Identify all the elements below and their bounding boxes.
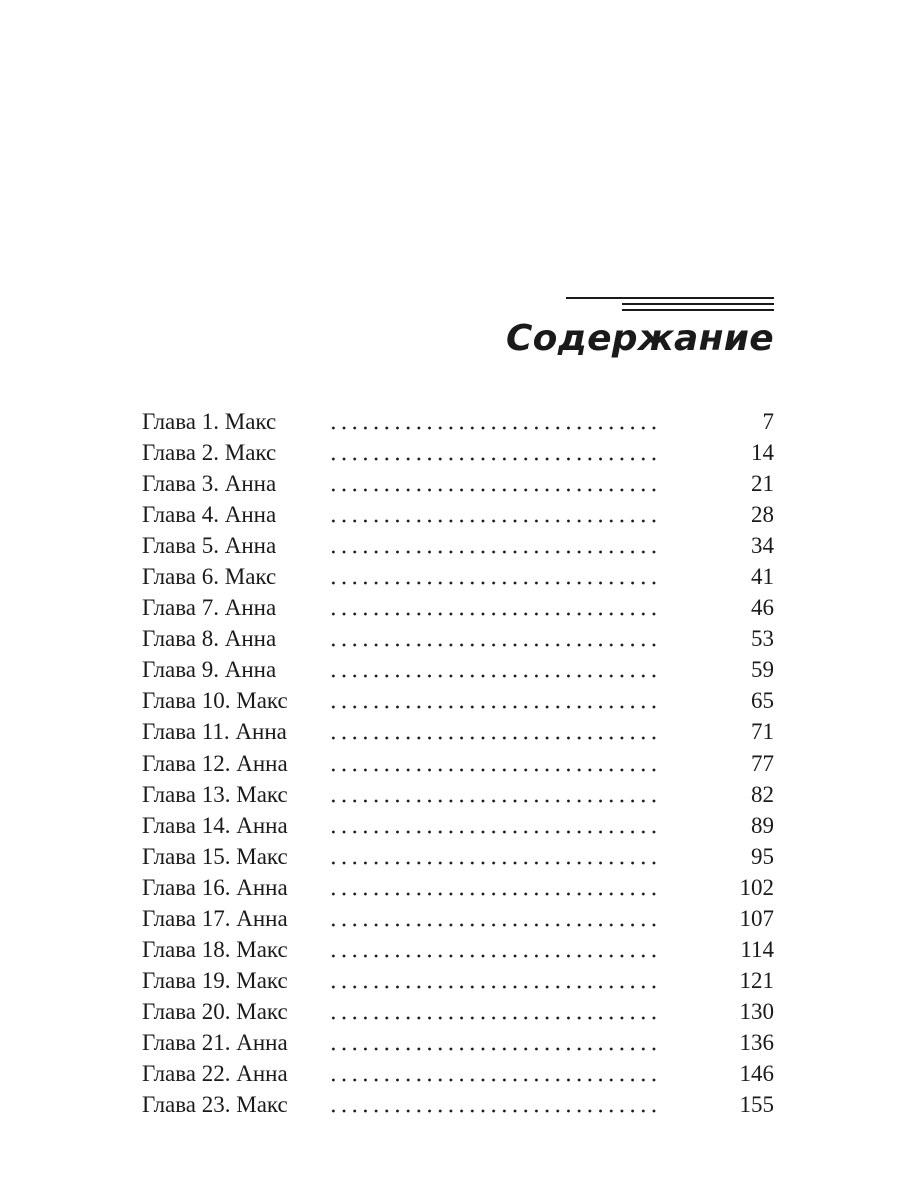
toc-entry[interactable] xyxy=(142,406,774,437)
toc-dot-leader xyxy=(328,965,660,996)
toc-entry[interactable] xyxy=(142,561,774,592)
toc-entry-label: Глава 18. Макс xyxy=(142,936,288,962)
toc-entry[interactable] xyxy=(142,903,774,934)
toc-entry-label: Глава 17. Анна xyxy=(142,905,288,931)
toc-entry[interactable] xyxy=(142,530,774,561)
toc-entry-label: Глава 23. Макс xyxy=(142,1092,288,1118)
toc-entry[interactable] xyxy=(142,716,774,747)
decorative-header-rules xyxy=(566,297,774,317)
toc-entry-label: Глава 20. Макс xyxy=(142,998,288,1024)
toc-entry[interactable] xyxy=(142,965,774,996)
toc-entry-page-number: 136 xyxy=(739,1029,774,1055)
toc-entry-page-number: 46 xyxy=(751,595,774,621)
table-of-contents xyxy=(142,406,774,1120)
toc-entry-page-number: 95 xyxy=(751,843,774,869)
toc-dot-leader xyxy=(328,437,660,468)
page-title: Содержание xyxy=(505,318,774,359)
header-rule-line xyxy=(622,303,774,305)
toc-entry[interactable] xyxy=(142,654,774,685)
toc-dot-leader xyxy=(328,530,660,561)
toc-entry-label: Глава 7. Анна xyxy=(142,595,277,621)
toc-dot-leader xyxy=(328,872,660,903)
toc-entry[interactable] xyxy=(142,623,774,654)
toc-entry-page-number: 21 xyxy=(751,471,774,497)
toc-entry-page-number: 34 xyxy=(751,533,774,559)
toc-dot-leader xyxy=(328,716,660,747)
toc-dot-leader xyxy=(328,623,660,654)
toc-entry[interactable] xyxy=(142,685,774,716)
toc-entry-page-number: 71 xyxy=(751,719,774,745)
toc-dot-leader xyxy=(328,903,660,934)
toc-entry-page-number: 14 xyxy=(751,440,774,466)
toc-dot-leader xyxy=(328,499,660,530)
toc-entry-label: Глава 15. Макс xyxy=(142,843,288,869)
toc-entry-page-number: 102 xyxy=(739,874,774,900)
toc-dot-leader xyxy=(328,1089,660,1120)
toc-entry-page-number: 41 xyxy=(751,564,774,590)
toc-entry[interactable] xyxy=(142,779,774,810)
toc-entry-label: Глава 1. Макс xyxy=(142,409,277,435)
toc-dot-leader xyxy=(328,406,660,437)
toc-entry[interactable] xyxy=(142,592,774,623)
toc-entry-label: Глава 19. Макс xyxy=(142,967,288,993)
toc-dot-leader xyxy=(328,996,660,1027)
toc-entry-label: Глава 14. Анна xyxy=(142,812,288,838)
toc-entry-label: Глава 3. Анна xyxy=(142,471,277,497)
toc-entry-page-number: 107 xyxy=(739,905,774,931)
toc-entry-page-number: 155 xyxy=(739,1092,774,1118)
toc-entry[interactable] xyxy=(142,872,774,903)
toc-entry-page-number: 77 xyxy=(751,750,774,776)
toc-entry-label: Глава 12. Анна xyxy=(142,750,288,776)
toc-entry[interactable] xyxy=(142,1089,774,1120)
toc-entry-label: Глава 9. Анна xyxy=(142,657,277,683)
toc-entry[interactable] xyxy=(142,748,774,779)
toc-entry-page-number: 28 xyxy=(751,502,774,528)
toc-entry-page-number: 114 xyxy=(740,936,774,962)
toc-entry-label: Глава 13. Макс xyxy=(142,781,288,807)
toc-entry-label: Глава 11. Анна xyxy=(142,719,287,745)
toc-entry[interactable] xyxy=(142,996,774,1027)
toc-dot-leader xyxy=(328,748,660,779)
toc-dot-leader xyxy=(328,561,660,592)
toc-dot-leader xyxy=(328,468,660,499)
header-rule-line xyxy=(622,309,774,311)
toc-entry-page-number: 82 xyxy=(751,781,774,807)
toc-entry-label: Глава 6. Макс xyxy=(142,564,277,590)
toc-entry-page-number: 89 xyxy=(751,812,774,838)
toc-entry-page-number: 121 xyxy=(739,967,774,993)
toc-entry[interactable] xyxy=(142,1027,774,1058)
toc-dot-leader xyxy=(328,810,660,841)
toc-dot-leader xyxy=(328,592,660,623)
toc-entry[interactable] xyxy=(142,468,774,499)
header-rule-line xyxy=(566,297,774,299)
toc-entry-page-number: 146 xyxy=(739,1061,774,1086)
toc-dot-leader xyxy=(328,654,660,685)
toc-entry-label: Глава 2. Макс xyxy=(142,440,277,466)
toc-entry-page-number: 130 xyxy=(739,998,774,1024)
toc-dot-leader xyxy=(328,1027,660,1058)
toc-dot-leader xyxy=(328,1058,660,1089)
toc-entry-page-number: 53 xyxy=(751,626,774,652)
toc-entry-label: Глава 21. Анна xyxy=(142,1029,288,1055)
toc-dot-leader xyxy=(328,685,660,716)
toc-entry[interactable] xyxy=(142,437,774,468)
toc-entry[interactable] xyxy=(142,810,774,841)
toc-dot-leader xyxy=(328,841,660,872)
toc-dot-leader xyxy=(328,934,660,965)
toc-entry[interactable] xyxy=(142,499,774,530)
toc-entry-label: Глава 10. Макс xyxy=(142,688,288,714)
toc-entry-label: Глава 4. Анна xyxy=(142,502,277,528)
toc-entry-page-number: 65 xyxy=(751,688,774,714)
toc-entry-label: Глава 8. Анна xyxy=(142,626,277,652)
toc-entry-label: Глава 5. Анна xyxy=(142,533,277,559)
toc-entry[interactable] xyxy=(142,1058,774,1089)
toc-entry-label: Глава 16. Анна xyxy=(142,874,288,900)
toc-entry-label: Глава 22. Анна xyxy=(142,1061,288,1086)
toc-entry-page-number: 7 xyxy=(762,409,774,435)
toc-entry[interactable] xyxy=(142,841,774,872)
toc-dot-leader xyxy=(328,779,660,810)
toc-entry-page-number: 59 xyxy=(751,657,774,683)
toc-entry[interactable] xyxy=(142,934,774,965)
